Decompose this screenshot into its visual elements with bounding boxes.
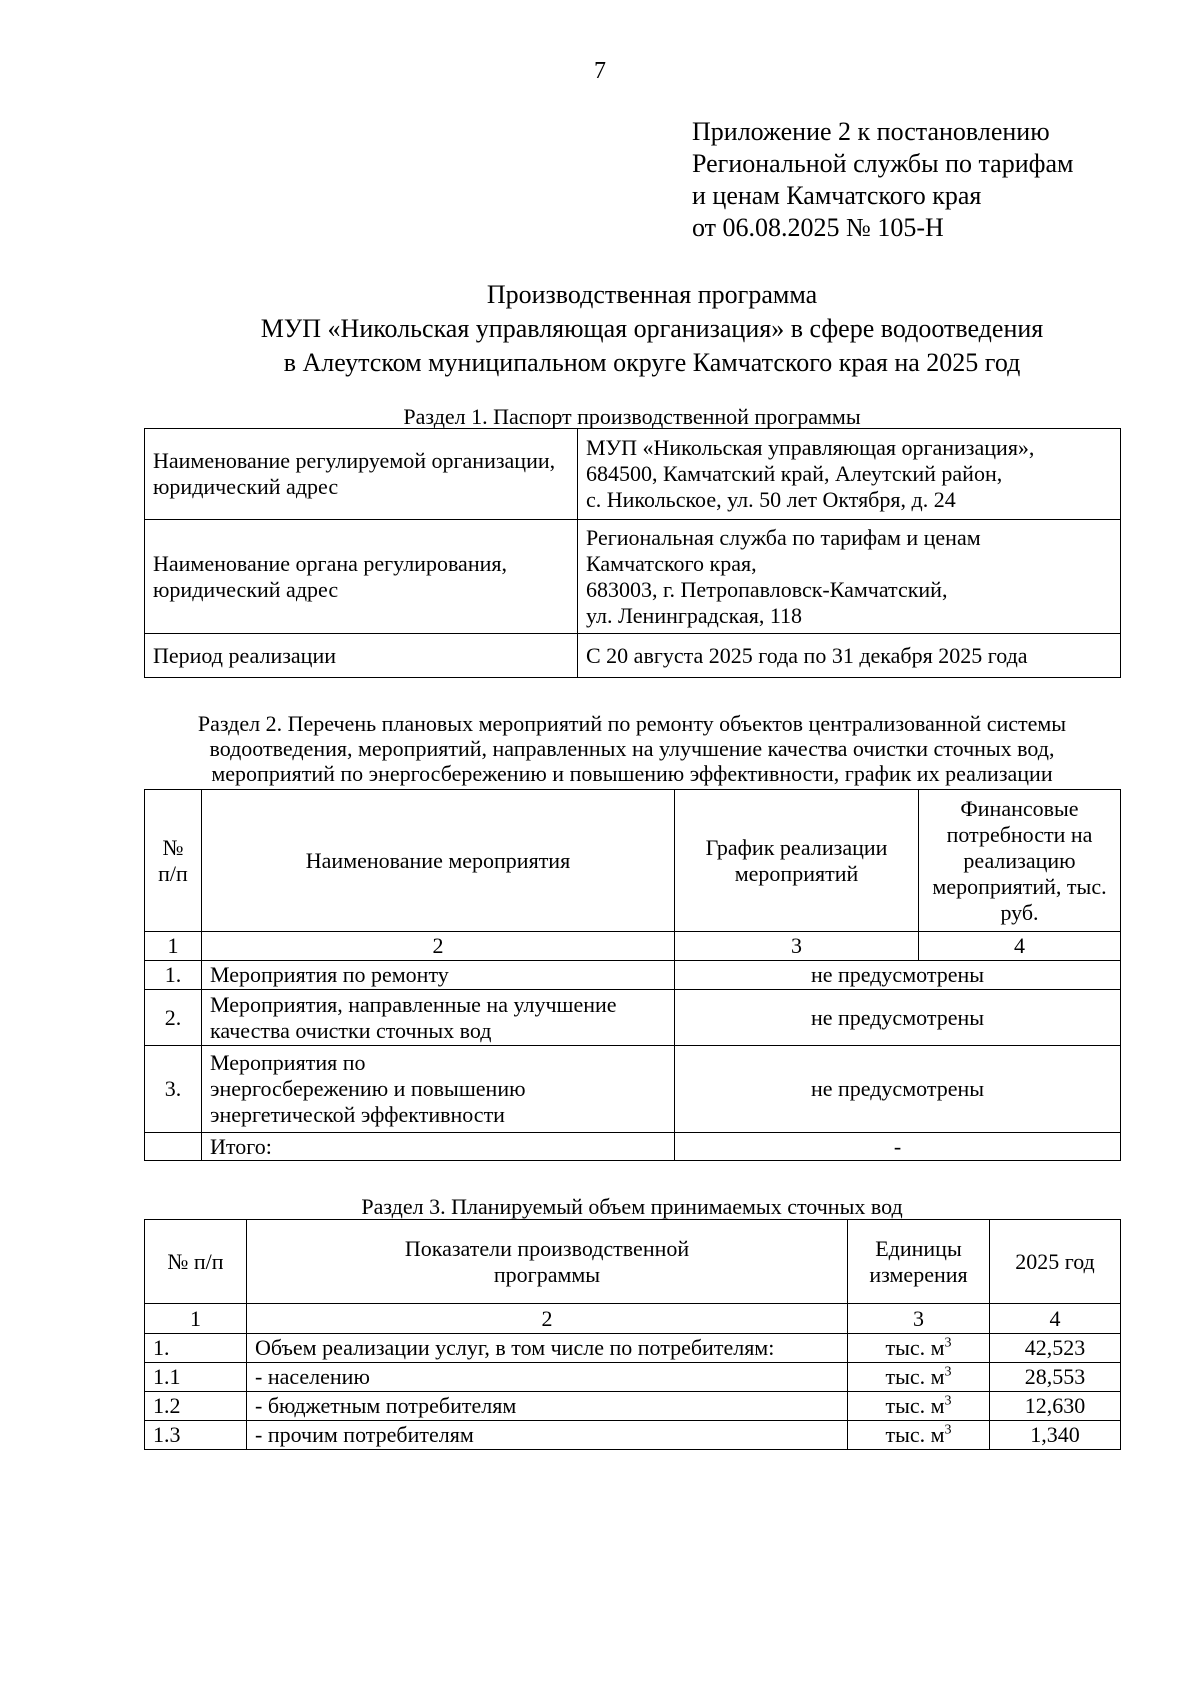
header-year: 2025 год bbox=[990, 1220, 1121, 1304]
row-name: - населению bbox=[247, 1363, 848, 1392]
col-number: 3 bbox=[675, 932, 919, 961]
table-header-row bbox=[145, 1220, 1121, 1304]
row-unit: тыс. $м^3$ bbox=[848, 1392, 990, 1421]
volume-table bbox=[144, 1219, 1121, 1450]
passport-value bbox=[578, 429, 1121, 520]
title-line: Производственная программа bbox=[486, 280, 818, 309]
row-num: 3. bbox=[145, 1046, 202, 1133]
row-num: 2. bbox=[145, 990, 202, 1046]
appendix-line: и ценам Камчатского края bbox=[692, 181, 982, 210]
column-number-row bbox=[145, 932, 1121, 961]
measures-table bbox=[144, 789, 1121, 1161]
row-value: 28,553 bbox=[990, 1363, 1121, 1392]
col-number: 4 bbox=[919, 932, 1121, 961]
row-value: - bbox=[675, 1133, 1121, 1161]
row-name: Мероприятия по энергосбережению и повышению энергетической эффективности bbox=[202, 1046, 675, 1133]
value-line: Региональная служба по тарифам и ценам bbox=[586, 524, 981, 550]
value-line: 683003, г. Петропавловск-Камчатский, bbox=[586, 576, 948, 602]
row-num: 1.2 bbox=[145, 1392, 247, 1421]
table-row bbox=[145, 1421, 1121, 1450]
caption-line: мероприятий по энергосбережению и повышению эффективности, график их реализации bbox=[211, 761, 1053, 786]
value-line: с. Никольское, ул. 50 лет Октября, д. 24 bbox=[586, 487, 956, 512]
row-name: Мероприятия по ремонту bbox=[202, 961, 675, 990]
caption-line: Раздел 2. Перечень плановых мероприятий по ремонту объектов централизованной системы bbox=[197, 711, 1067, 736]
table-row bbox=[145, 634, 1121, 678]
value-line: С 20 августа 2025 года по 31 декабря 2025 года bbox=[586, 642, 1028, 668]
row-num: 1.3 bbox=[145, 1421, 247, 1450]
row-name: Мероприятия, направленные на улучшение качества очистки сточных вод bbox=[202, 990, 675, 1046]
row-value: 12,630 bbox=[990, 1392, 1121, 1421]
row-value: 1,340 bbox=[990, 1421, 1121, 1450]
caption-line: водоотведения, мероприятий, направленных на улучшение качества очистки сточных вод, bbox=[209, 736, 1055, 761]
passport-value bbox=[578, 520, 1121, 634]
value-line: 684500, Камчатский край, Алеутский район, bbox=[586, 461, 1003, 486]
table-row bbox=[145, 1133, 1121, 1161]
row-num bbox=[145, 1133, 202, 1161]
passport-table bbox=[144, 428, 1121, 678]
row-unit: тыс. $м^3$ bbox=[848, 1363, 990, 1392]
appendix-line: Региональной службы по тарифам bbox=[692, 149, 1074, 178]
appendix-header bbox=[692, 116, 1073, 244]
page-number: 7 bbox=[594, 58, 606, 84]
column-number-row bbox=[145, 1304, 1121, 1334]
col-number: 2 bbox=[247, 1304, 848, 1334]
row-unit: тыс. $м^3$ bbox=[848, 1334, 990, 1363]
document-title bbox=[132, 278, 1172, 380]
col-number: 3 bbox=[848, 1304, 990, 1334]
row-value: не предусмотрены bbox=[675, 1046, 1121, 1133]
title-line: МУП «Никольская управляющая организация» в сфере водоотведения bbox=[260, 314, 1044, 343]
passport-value bbox=[578, 634, 1121, 678]
table-row bbox=[145, 1334, 1121, 1363]
header-schedule: График реализации мероприятий bbox=[675, 790, 919, 932]
passport-label: Период реализации bbox=[145, 634, 578, 678]
value-line: Камчатского края, bbox=[586, 550, 757, 576]
row-num: 1. bbox=[145, 1334, 247, 1363]
row-name: Объем реализации услуг, в том числе по потребителям: bbox=[247, 1334, 848, 1363]
appendix-line: Приложение 2 к постановлению bbox=[692, 117, 1050, 146]
row-name: - прочим потребителям bbox=[247, 1421, 848, 1450]
appendix-line: от 06.08.2025 № 105-Н bbox=[692, 213, 944, 242]
row-name: - бюджетным потребителям bbox=[247, 1392, 848, 1421]
row-num: 1.1 bbox=[145, 1363, 247, 1392]
table-row bbox=[145, 1363, 1121, 1392]
passport-label: Наименование органа регулирования, юридический адрес bbox=[145, 520, 578, 634]
row-value: не предусмотрены bbox=[675, 961, 1121, 990]
col-number: 1 bbox=[145, 1304, 247, 1334]
table-header-row bbox=[145, 790, 1121, 932]
table-row bbox=[145, 429, 1121, 520]
value-line: ул. Ленинградская, 118 bbox=[586, 602, 803, 628]
section1-caption: Раздел 1. Паспорт производственной программы bbox=[403, 404, 861, 429]
table-row bbox=[145, 1046, 1121, 1133]
row-value: 42,523 bbox=[990, 1334, 1121, 1363]
section2-caption bbox=[144, 711, 1120, 786]
header-num: № п/п bbox=[145, 790, 202, 932]
header-num: № п/п bbox=[145, 1220, 247, 1304]
table-row bbox=[145, 961, 1121, 990]
row-name: Итого: bbox=[202, 1133, 675, 1161]
row-value: не предусмотрены bbox=[675, 990, 1121, 1046]
col-number: 1 bbox=[145, 932, 202, 961]
section3-caption: Раздел 3. Планируемый объем принимаемых сточных вод bbox=[361, 1194, 903, 1219]
value-line: МУП «Никольская управляющая организация», bbox=[586, 435, 1035, 460]
header-unit: Единицы измерения bbox=[848, 1220, 990, 1304]
table-row bbox=[145, 1392, 1121, 1421]
header-name: Наименование мероприятия bbox=[202, 790, 675, 932]
col-number: 2 bbox=[202, 932, 675, 961]
row-num: 1. bbox=[145, 961, 202, 990]
table-row bbox=[145, 520, 1121, 634]
header-indicator: Показатели производственной программы bbox=[247, 1220, 848, 1304]
table-row bbox=[145, 990, 1121, 1046]
title-line: в Алеутском муниципальном округе Камчатского края на 2025 год bbox=[283, 348, 1021, 377]
col-number: 4 bbox=[990, 1304, 1121, 1334]
passport-label: Наименование регулируемой организации, юридический адрес bbox=[145, 429, 578, 520]
header-finance: Финансовые потребности на реализацию мероприятий, тыс. руб. bbox=[919, 790, 1121, 932]
row-unit: тыс. $м^3$ bbox=[848, 1421, 990, 1450]
